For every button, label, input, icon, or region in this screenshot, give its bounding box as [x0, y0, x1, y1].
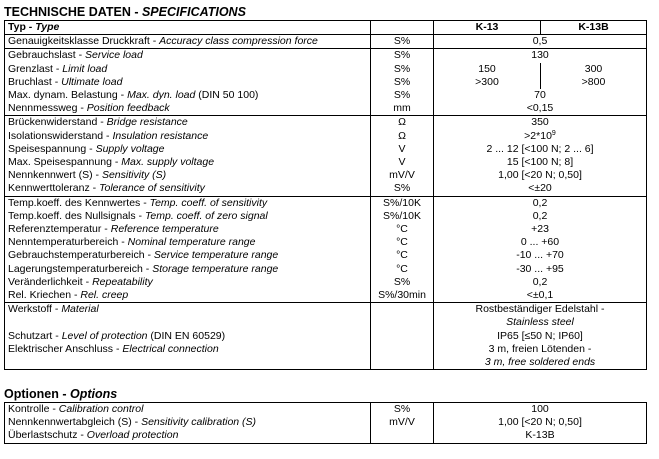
- param-de: Speisespannung: [8, 142, 87, 155]
- value-text: -30 ... +95: [516, 262, 564, 275]
- param-label: Veränderlichkeit - Repeatability: [5, 276, 371, 289]
- unit-cell: S%: [371, 403, 434, 417]
- unit-cell: °C: [371, 263, 434, 276]
- unit-cell: S%: [371, 76, 434, 89]
- param-label: Nennmessweg - Position feedback: [5, 102, 371, 116]
- param-en: Max. supply voltage: [121, 156, 215, 169]
- param-en: Ultimate load: [61, 75, 123, 88]
- shared-value: [434, 182, 647, 196]
- options-table: [4, 402, 647, 444]
- param-label: Rel. Kriechen - Rel. creep: [5, 289, 371, 303]
- table-row: [5, 116, 647, 130]
- param-label: Max. Speisespannung - Max. supply voltage: [5, 156, 371, 169]
- param-de: Nenntemperaturbereich: [8, 236, 119, 249]
- unit-cell: mV/V: [371, 416, 434, 429]
- spacer-line: [8, 316, 367, 329]
- table-row: [5, 210, 647, 223]
- shared-value: [434, 429, 647, 443]
- param-en: Accuracy class compression force: [159, 35, 318, 48]
- value-text: +23: [531, 223, 549, 236]
- param-en: Service temperature range: [153, 249, 279, 262]
- k13b-value: >800: [541, 76, 647, 89]
- unit-cell: Ω: [371, 130, 434, 143]
- value-text: 1,00 [<20 N; 0,50]: [498, 416, 582, 429]
- param-label: Isolationswiderstand - Insulation resistance: [5, 130, 371, 143]
- value-text: 15 [<100 N; 8]: [506, 156, 574, 169]
- table-row: [5, 223, 647, 236]
- table-row: [5, 289, 647, 303]
- shared-value: [434, 169, 647, 182]
- param-de: Isolationswiderstand: [8, 129, 104, 142]
- unit-cell: S%/30min: [371, 289, 434, 303]
- material-values: [434, 303, 647, 370]
- param-de: Elektrischer Anschluss: [8, 342, 114, 355]
- shared-value: [434, 89, 647, 102]
- shared-value: [434, 49, 647, 63]
- param-en: Calibration control: [58, 403, 144, 415]
- param-en: Bridge resistance: [106, 116, 188, 129]
- shared-value: [434, 276, 647, 289]
- shared-value: [434, 143, 647, 156]
- param-en: Service load: [85, 49, 143, 62]
- value-text: K-13B: [525, 429, 555, 442]
- param-de: Lagerungstemperaturbereich: [8, 262, 143, 275]
- param-label: Nennkennwertabgleich (S) - Sensitivity calibration (S): [5, 416, 371, 429]
- table-row: [5, 102, 647, 116]
- table-row: [5, 63, 647, 76]
- shared-value: [434, 236, 647, 249]
- param-de: Nennmessweg: [8, 102, 78, 115]
- param-en: Reference temperature: [110, 223, 219, 236]
- unit-cell: S%: [371, 35, 434, 49]
- k13-value: 150: [434, 63, 541, 76]
- title-separator: -: [130, 5, 142, 19]
- param-en: Insulation resistance: [112, 129, 209, 142]
- param-label: Nenntemperaturbereich - Nominal temperature range: [5, 236, 371, 249]
- param-label: Elektrischer Anschluss - Electrical connection: [8, 342, 219, 355]
- shared-value: [434, 223, 647, 236]
- param-en: Limit load: [62, 62, 108, 75]
- value-exponent: 9: [551, 129, 556, 137]
- shared-value: [434, 210, 647, 223]
- unit-cell: V: [371, 143, 434, 156]
- unit-cell: °C: [371, 223, 434, 236]
- value-text: 70: [534, 89, 546, 102]
- value-text: -10 ... +70: [516, 249, 564, 262]
- table-row: [5, 169, 647, 182]
- param-label: Gebrauchslast - Service load: [5, 49, 371, 63]
- table-row: [5, 416, 647, 429]
- unit-cell: S%: [371, 276, 434, 289]
- param-de: Schutzart: [8, 329, 53, 342]
- table-row: [5, 403, 647, 417]
- table-row: [5, 35, 647, 49]
- param-en: Temp. coeff. of sensitivity: [149, 196, 268, 209]
- param-label: Schutzart - Level of protection (DIN EN 60529): [8, 329, 226, 342]
- material-labels: [5, 303, 371, 370]
- param-de: Grenzlast: [8, 62, 53, 75]
- table-row: [5, 263, 647, 276]
- param-de: Nennkennwertabgleich (S): [8, 416, 132, 429]
- param-de: Temp.koeff. des Kennwertes: [8, 196, 141, 209]
- param-en: Electrical connection: [122, 342, 219, 355]
- value-text: 0,5: [532, 35, 548, 48]
- param-en: Material: [61, 303, 99, 316]
- param-label: Kontrolle - Calibration control: [5, 403, 371, 417]
- param-en: Temp. coeff. of zero signal: [144, 209, 268, 222]
- material-value-line: 3 m, free soldered ends: [484, 356, 596, 369]
- param-de: Bruchlast: [8, 75, 52, 88]
- value-text: 350: [531, 116, 549, 129]
- table-row: [5, 276, 647, 289]
- title-de: TECHNISCHE DATEN: [4, 5, 131, 19]
- param-label: Max. dynam. Belastung - Max. dyn. load (DIN 50 100): [5, 89, 371, 102]
- param-en: Nominal temperature range: [127, 236, 256, 249]
- unit-cell: S%: [371, 49, 434, 63]
- param-en: Sensitivity (S): [101, 169, 167, 182]
- param-suffix: (DIN EN 60529): [147, 329, 226, 342]
- param-de: Veränderlichkeit: [8, 275, 83, 288]
- options-title: Optionen - Options: [4, 387, 118, 401]
- table-row: [5, 182, 647, 196]
- section-title: [4, 5, 246, 19]
- table-row: [5, 249, 647, 262]
- param-label: Temp.koeff. des Kennwertes - Temp. coeff. of sensitivity: [5, 196, 371, 210]
- value-text: 0 ... +60: [520, 236, 560, 249]
- title-en: SPECIFICATIONS: [141, 5, 246, 19]
- table-row: [5, 143, 647, 156]
- value-text: 1,00 [<20 N; 0,50]: [498, 169, 582, 182]
- unit-cell: mm: [371, 102, 434, 116]
- param-label: Lagerungstemperaturbereich - Storage temperature range: [5, 263, 371, 276]
- param-en: Supply voltage: [95, 142, 165, 155]
- param-en: Max. dyn. load: [127, 89, 196, 102]
- param-label: Gebrauchstemperaturbereich - Service temperature range: [5, 249, 371, 262]
- param-label: Kennwerttoleranz - Tolerance of sensitivity: [5, 182, 371, 196]
- unit-header: [371, 21, 434, 35]
- unit-cell: °C: [371, 236, 434, 249]
- param-de: Temp.koeff. des Nullsignals: [8, 209, 136, 222]
- param-de: Brückenwiderstand: [8, 116, 98, 129]
- type-label: Typ - Type: [5, 21, 371, 35]
- param-en: Repeatability: [92, 275, 153, 288]
- shared-value: [434, 196, 647, 210]
- spec-table: [4, 20, 647, 370]
- value-text: 130: [531, 49, 549, 62]
- param-label: Werkstoff - Material: [8, 303, 99, 316]
- shared-value: [434, 289, 647, 303]
- param-label: Speisespannung - Supply voltage: [5, 143, 371, 156]
- param-label: Temp.koeff. des Nullsignals - Temp. coeff. of zero signal: [5, 210, 371, 223]
- shared-value: [434, 249, 647, 262]
- value-text: 0,2: [532, 275, 548, 288]
- unit-cell: S%/10K: [371, 210, 434, 223]
- param-en: Tolerance of sensitivity: [99, 182, 205, 195]
- table-row: [5, 429, 647, 443]
- param-de: Gebrauchslast: [8, 49, 76, 62]
- param-suffix: (DIN 50 100): [195, 89, 259, 102]
- shared-value: [434, 403, 647, 417]
- unit-cell: [371, 303, 434, 370]
- material-value-line: Stainless steel: [506, 316, 574, 329]
- material-value-line: IP65 [≤50 N; IP60]: [497, 329, 583, 342]
- k13b-header: K-13B: [541, 21, 647, 35]
- material-value-line: Rostbeständiger Edelstahl -: [475, 303, 605, 316]
- unit-cell: [371, 429, 434, 443]
- param-label: Grenzlast - Limit load: [5, 63, 371, 76]
- table-row: [5, 130, 647, 143]
- value-text: 0,2: [532, 209, 548, 222]
- param-de: Werkstoff: [8, 303, 52, 316]
- table-row: [5, 236, 647, 249]
- unit-cell: °C: [371, 249, 434, 262]
- unit-cell: V: [371, 156, 434, 169]
- k13-header: K-13: [434, 21, 541, 35]
- value-text: 0,2: [532, 196, 548, 209]
- param-label: Genauigkeitsklasse Druckkraft - Accuracy class compression force: [5, 35, 371, 49]
- table-row: [5, 156, 647, 169]
- shared-value: [434, 116, 647, 130]
- material-row: [5, 303, 647, 370]
- value-text: >2*10: [524, 129, 552, 142]
- param-de: Rel. Kriechen: [8, 289, 72, 302]
- param-label: Bruchlast - Ultimate load: [5, 76, 371, 89]
- value-text: 100: [531, 403, 549, 415]
- value-text: <±0,1: [526, 289, 554, 302]
- material-value-line: 3 m, freien Lötenden -: [488, 342, 592, 355]
- shared-value: [434, 102, 647, 116]
- shared-value: [434, 35, 647, 49]
- param-de: Nennkennwert (S): [8, 169, 93, 182]
- k13-value: >300: [434, 76, 541, 89]
- param-de: Genauigkeitsklasse Druckkraft: [8, 35, 150, 48]
- unit-cell: S%: [371, 182, 434, 196]
- value-text: 2 ... 12 [<100 N; 2 ... 6]: [486, 142, 594, 155]
- table-row: [5, 49, 647, 63]
- header-row: [5, 21, 647, 35]
- param-de: Überlastschutz: [8, 429, 78, 442]
- param-de: Kontrolle: [8, 403, 50, 415]
- param-en: Overload protection: [86, 429, 179, 442]
- param-label: Nennkennwert (S) - Sensitivity (S): [5, 169, 371, 182]
- param-en: Position feedback: [86, 102, 170, 115]
- param-de: Referenztemperatur: [8, 223, 102, 236]
- shared-value: [434, 156, 647, 169]
- param-en: Level of protection: [61, 329, 148, 342]
- unit-cell: S%/10K: [371, 196, 434, 210]
- table-row: [5, 89, 647, 102]
- value-text: <±20: [528, 182, 552, 195]
- unit-cell: S%: [371, 89, 434, 102]
- unit-cell: S%: [371, 63, 434, 76]
- param-label: Überlastschutz - Overload protection: [5, 429, 371, 443]
- param-de: Kennwerttoleranz: [8, 182, 90, 195]
- param-en: Sensitivity calibration (S): [141, 416, 257, 429]
- param-en: Storage temperature range: [152, 262, 279, 275]
- unit-cell: Ω: [371, 116, 434, 130]
- unit-cell: mV/V: [371, 169, 434, 182]
- shared-value: [434, 263, 647, 276]
- param-label: Brückenwiderstand - Bridge resistance: [5, 116, 371, 130]
- table-row: [5, 76, 647, 89]
- param-de: Gebrauchstemperaturbereich: [8, 249, 145, 262]
- value-text: <0,15: [526, 102, 554, 115]
- param-de: Max. dynam. Belastung: [8, 89, 118, 102]
- k13b-value: 300: [541, 63, 647, 76]
- param-de: Max. Speisespannung: [8, 156, 112, 169]
- shared-value: [434, 130, 647, 143]
- table-row: [5, 196, 647, 210]
- shared-value: [434, 416, 647, 429]
- param-label: Referenztemperatur - Reference temperature: [5, 223, 371, 236]
- param-en: Rel. creep: [80, 289, 129, 302]
